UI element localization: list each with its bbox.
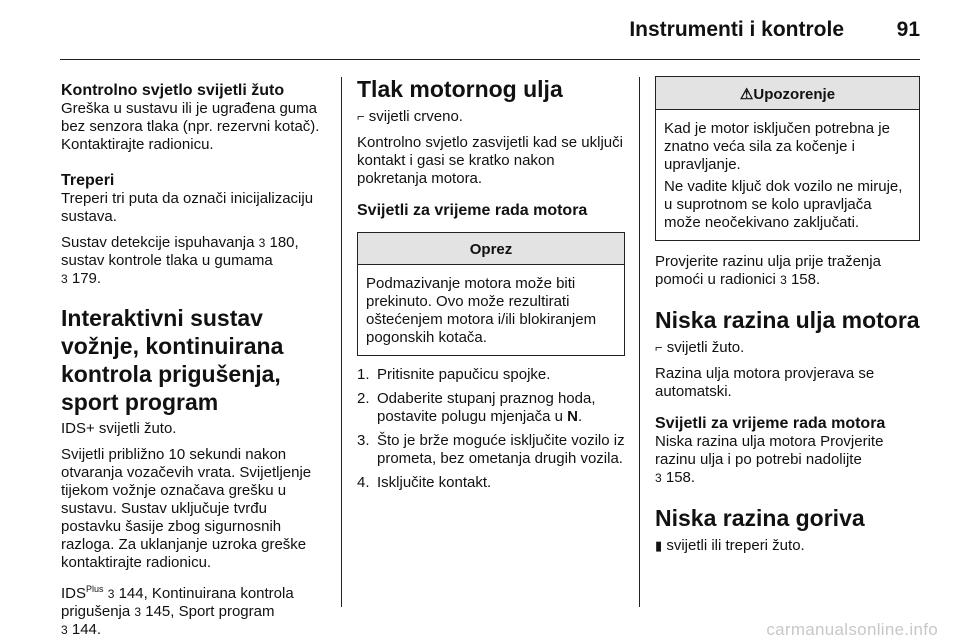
indicator-text: svijetli crveno.	[368, 108, 463, 125]
paragraph-refs	[61, 234, 326, 288]
paragraph-refs	[61, 580, 326, 639]
step-number: 4.	[357, 474, 370, 491]
indicator-line	[357, 108, 625, 126]
warning-title-text: Upozorenje	[753, 86, 836, 103]
paragraph: Greška u sustavu ili je ugrađena guma bez senzora tlaka (npr. rezervni kotač). Kontaktirajte radionicu.	[61, 100, 320, 153]
ref-page[interactable]: 158.	[665, 469, 696, 486]
subheading: Svijetli za vrijeme rada motora	[357, 202, 588, 219]
paragraph: Kontrolno svjetlo zasvijetli kad se uključi kontakt i gasi se kratko nakon pokretanja motora.	[357, 134, 623, 187]
ref-text[interactable]: 145, Sport program	[145, 603, 275, 620]
ref-text: sustav kontrole tlaka u gumama	[61, 252, 273, 269]
steps-list	[357, 366, 625, 492]
warning-box	[655, 76, 920, 241]
ref-arrow-icon: 3	[134, 605, 142, 619]
column-3	[655, 72, 920, 555]
watermark: carmanualsonline.info	[766, 620, 938, 639]
warning-text: Ne vadite ključ dok vozilo ne miruje, u suprotnom se kolo upravljača može neočekivano zaključati.	[664, 178, 903, 231]
list-item	[357, 390, 625, 426]
paragraph: Treperi tri puta da označi inicijalizaciju sustava.	[61, 190, 314, 225]
paragraph-refs	[655, 253, 920, 289]
warning-text: Kad je motor isključen potrebna je znatno veća sila za kočenje i upravljanje.	[664, 120, 890, 173]
list-item	[357, 366, 625, 384]
section-heading: Niska razina goriva	[655, 505, 865, 531]
ref-text[interactable]: 144, Kontinuirana kontrola prigušenja	[61, 585, 294, 620]
paragraph-refs	[655, 433, 920, 487]
section-heading: Niska razina ulja motora	[655, 307, 920, 333]
paragraph: IDS+ svijetli žuto.	[61, 420, 177, 437]
oil-pressure-icon: ⌐	[357, 109, 365, 124]
fuel-pump-icon: ▮	[655, 538, 663, 553]
indicator-line	[655, 537, 920, 555]
caution-box	[357, 232, 625, 356]
indicator-text: svijetli žuto.	[666, 339, 745, 356]
column-divider-left	[341, 77, 342, 607]
ref-arrow-icon: 3	[258, 236, 266, 250]
step-text: Pritisnite papučicu spojke.	[377, 366, 551, 383]
ref-page[interactable]: 180,	[269, 234, 299, 251]
indicator-line	[655, 339, 920, 357]
ref-text: Niska razina ulja motora Provjerite razinu ulja i po potrebi nadolijte	[655, 433, 884, 468]
section-title: Treperi	[61, 172, 115, 189]
ref-arrow-icon: 3	[655, 471, 662, 485]
ref-page[interactable]: 144.	[71, 621, 102, 638]
paragraph: Razina ulja motora provjerava se automatski.	[655, 365, 875, 400]
page-number: 91	[896, 18, 920, 41]
gear-n-label: N	[567, 408, 578, 425]
column-divider-right	[639, 77, 640, 607]
ref-arrow-icon: 3	[61, 623, 68, 637]
ref-text: Provjerite razinu ulja prije traženja pomoći u radionici	[655, 253, 881, 288]
oil-level-icon: ⌐	[655, 340, 663, 355]
caution-box-text: Podmazivanje motora može biti prekinuto. Ovo može rezultirati oštećenjem motora i/ili blokiranjem pogonskih kotača.	[366, 275, 597, 346]
paragraph: Svijetli približno 10 sekundi nakon otvaranja vozačevih vrata. Svijetljenje tijekom vožnje označava grešku u sustavu. Sustav uključuje tvrđu postavku šasije zbog sigurnosnih razloga. Za uklanjanje uzroka greške kontaktirajte radionicu.	[61, 446, 312, 571]
step-text: Isključite kontakt.	[377, 474, 492, 491]
ref-page[interactable]: 179.	[71, 270, 102, 287]
step-text: Što je brže moguće isključite vozilo iz prometa, bez ometanja drugih vozila.	[377, 432, 625, 467]
ref-arrow-icon: 3	[780, 273, 787, 287]
step-text: Odaberite stupanj praznog hoda, postavite polugu mjenjača u	[377, 390, 596, 425]
warning-box-title	[656, 77, 919, 110]
page-header-title: Instrumenti i kontrole	[629, 18, 844, 41]
section-heading: Tlak motornog ulja	[357, 76, 563, 102]
section-heading: Interaktivni sustav vožnje, kontinuirana kontrola prigušenja, sport program	[61, 305, 284, 415]
caution-box-title: Oprez	[358, 233, 624, 265]
step-number: 1.	[357, 366, 370, 383]
column-1	[61, 72, 326, 639]
step-text-end: .	[577, 408, 583, 425]
column-2	[357, 72, 625, 492]
subheading: Svijetli za vrijeme rada motora	[655, 415, 886, 432]
section-title: Kontrolno svjetlo svijetli žuto	[61, 82, 285, 99]
indicator-text: svijetli ili treperi žuto.	[666, 537, 805, 554]
header-rule	[60, 59, 920, 60]
ref-arrow-icon: 3	[61, 272, 68, 286]
step-number: 2.	[357, 390, 370, 407]
ids-label: IDS	[61, 585, 87, 602]
ref-page[interactable]: 158.	[790, 271, 821, 288]
step-text-wrap	[377, 390, 625, 426]
step-number: 3.	[357, 432, 370, 449]
list-item	[357, 474, 625, 492]
list-item	[357, 432, 625, 468]
warning-triangle-icon: ⚠	[739, 86, 754, 103]
ids-superscript: Plus	[86, 584, 104, 594]
ref-arrow-icon: 3	[107, 587, 115, 601]
ref-text: Sustav detekcije ispuhavanja	[61, 234, 255, 251]
